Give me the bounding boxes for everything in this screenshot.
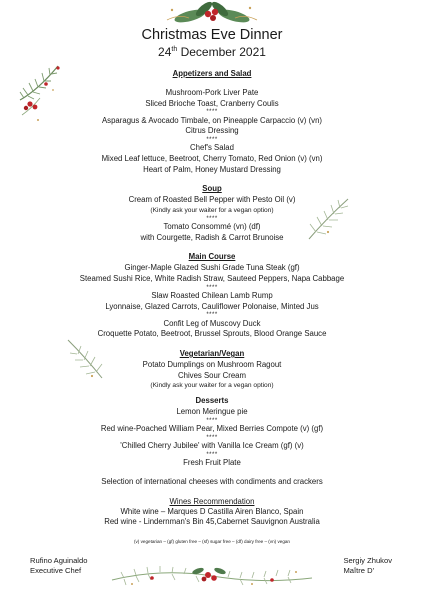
wine-red: Red wine - Lindernman's Bin 45,Cabernet Sauvignon Australia	[104, 517, 320, 527]
separator: ****	[206, 215, 218, 222]
menu-item: Fresh Fruit Plate	[183, 458, 241, 468]
wine-white: White wine – Marques D Castilla Airen Blanco, Spain	[120, 506, 304, 516]
separator: ****	[206, 284, 218, 291]
date-day: 24	[158, 45, 172, 59]
separator: ****	[206, 451, 218, 458]
maitre-title: Maître D'	[343, 566, 375, 575]
menu-item-desc: Steamed Sushi Rice, White Radish Straw, Sauteed Peppers, Napa Cabbage	[79, 274, 345, 284]
section-heading-soup: Soup	[202, 184, 222, 194]
date-suffix: th	[171, 46, 178, 53]
chef-title: Executive Chef	[30, 566, 82, 575]
separator: ****	[206, 417, 218, 424]
garland-bottom-icon	[112, 562, 312, 592]
section-heading-desserts: Desserts	[195, 396, 229, 406]
menu-item: Lemon Meringue pie	[176, 407, 248, 417]
signature-right	[343, 556, 392, 576]
menu-item-desc: Lyonnaise, Glazed Carrots, Cauliflower Polonaise, Minted Jus	[105, 301, 319, 311]
separator: ****	[206, 109, 218, 116]
separator: ****	[206, 136, 218, 143]
menu-item: 'Chilled Cherry Jubilee' with Vanilla Ice Cream (gf) (v)	[120, 441, 304, 451]
menu-item-desc: with Courgette, Radish & Carrot Brunoise	[140, 232, 284, 242]
menu-item-desc: Mixed Leaf lettuce, Beetroot, Cherry Tomato, Red Onion (v) (vn)	[101, 153, 323, 163]
section-heading-vegetarian: Vegetarian/Vegan	[179, 349, 245, 358]
chef-name: Rufino Aguinaldo	[30, 556, 88, 565]
signature-left	[30, 556, 87, 576]
menu-note: (Kindly ask your waiter for a vegan option)	[150, 206, 274, 214]
dietary-legend: (v) vegetarian – (gf) gluten free – (sf) sugar free – (df) dairy free – (vn) vegan	[133, 539, 290, 544]
menu-item: Ginger-Maple Glazed Sushi Grade Tuna Steak (gf)	[124, 263, 300, 273]
menu-body	[40, 68, 384, 528]
menu-note: (Kindly ask your waiter for a vegan option)	[150, 382, 274, 390]
menu-item-desc: Heart of Palm, Honey Mustard Dressing	[143, 164, 281, 174]
menu-item: Asparagus & Avocado Timbale, on Pineapple Carpaccio (v) (vn)	[101, 115, 323, 125]
menu-item: Tomato Consommé (vn) (df)	[163, 222, 261, 232]
menu-item: Red wine-Poached William Pear, Mixed Berries Compote (v) (gf)	[100, 424, 324, 434]
menu-item-desc: Chives Sour Cream	[177, 370, 247, 380]
menu-item: Confit Leg of Muscovy Duck	[163, 318, 261, 328]
menu-item: Cream of Roasted Bell Pepper with Pesto Oil (v)	[128, 195, 296, 205]
menu-date	[0, 42, 424, 60]
separator: ****	[206, 312, 218, 319]
section-heading-wines: Wines Recommendation	[169, 496, 255, 506]
menu-item: Mushroom-Pork Liver Pate	[165, 88, 259, 97]
menu-item-desc: Sliced Brioche Toast, Cranberry Coulis	[145, 98, 279, 108]
date-rest: December 2021	[177, 45, 266, 59]
menu-item-desc: Croquette Potato, Beetroot, Brussel Sprouts, Blood Orange Sauce	[97, 329, 327, 339]
menu-item: Slaw Roasted Chilean Lamb Rump	[151, 291, 273, 301]
menu-item-desc: Citrus Dressing	[185, 126, 239, 136]
menu-item: Chef's Salad	[190, 143, 234, 153]
maitre-name: Sergiy Zhukov	[343, 556, 392, 565]
section-heading-appetizers: Appetizers and Salad	[172, 69, 252, 78]
separator: ****	[206, 434, 218, 441]
menu-item: Potato Dumplings on Mushroom Ragout	[142, 360, 282, 369]
menu-title: Christmas Eve Dinner	[141, 27, 283, 43]
cheese-selection: Selection of international cheeses with condiments and crackers	[101, 477, 323, 487]
section-heading-main: Main Course	[188, 252, 236, 262]
